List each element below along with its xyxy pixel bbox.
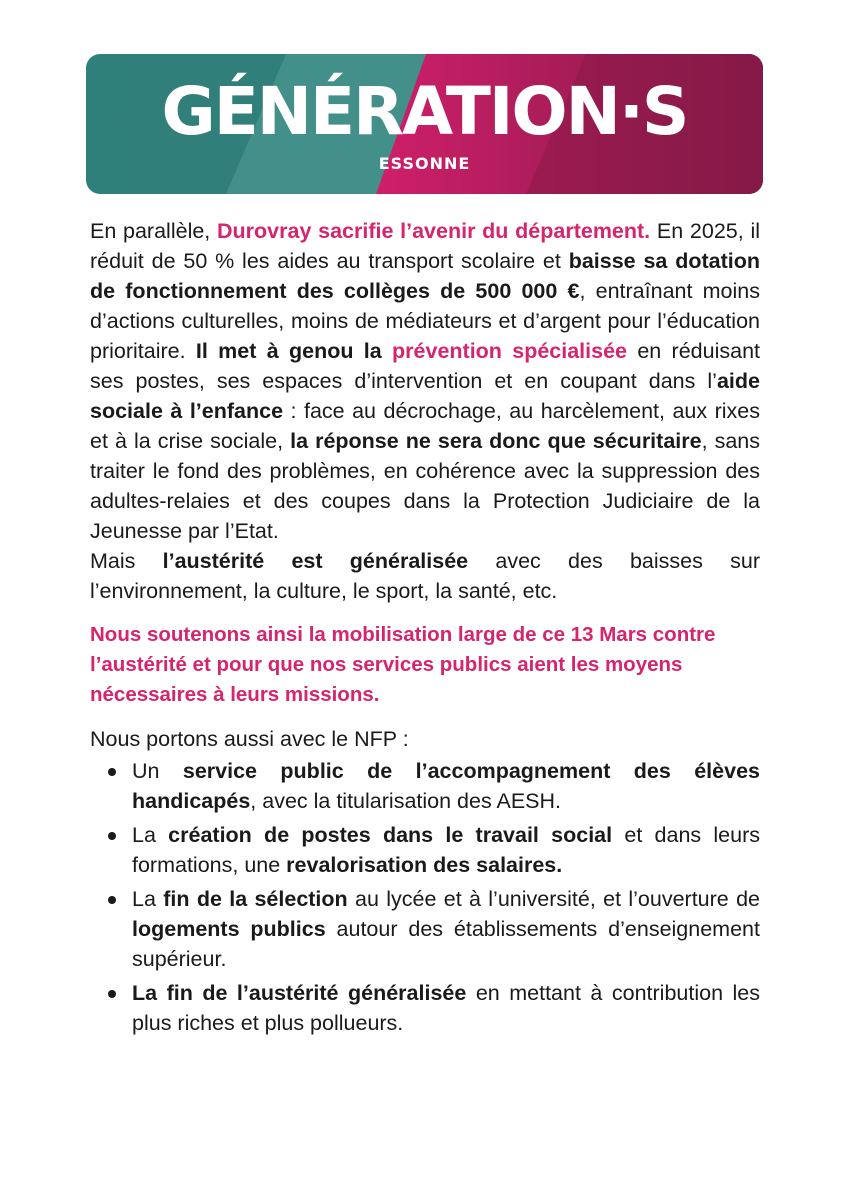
text-segment: autour des établissements d’enseignement supérieur. — [132, 917, 760, 971]
bold-text: la réponse ne sera donc que sécuritaire — [290, 429, 702, 453]
paragraph-budget-cuts — [90, 216, 760, 546]
bold-text: création de postes dans le travail social — [168, 823, 613, 847]
bold-text: revalorisation des salaires. — [286, 853, 563, 877]
brand-logo: GÉNÉRATION·S — [161, 73, 688, 150]
bold-text: aide sociale à l’enfance — [90, 369, 760, 423]
list-item — [90, 978, 760, 1038]
list-item — [90, 756, 760, 816]
bold-text: service public de l’accompagnement des élèves handicapés — [132, 759, 760, 813]
nfp-proposals-list — [90, 756, 760, 1038]
highlight-text: prévention spécialisée — [392, 339, 628, 363]
header-banner — [86, 54, 763, 194]
paragraph-austerity — [90, 546, 760, 606]
list-item — [90, 884, 760, 974]
bold-text: logements publics — [132, 917, 326, 941]
text-segment: et dans leurs formations, une — [132, 823, 761, 877]
bold-text: La fin de l’austérité généralisée — [132, 981, 467, 1005]
text-segment: Un — [132, 759, 183, 783]
bold-text: baisse sa dotation de fonctionnement des collèges de 500 000 € — [90, 249, 760, 303]
text-segment: En parallèle, — [90, 219, 217, 243]
text-segment: au lycée et à l’université, et l’ouverture de — [347, 887, 760, 911]
text-segment: en mettant à contribution les plus riches et plus pollueurs. — [132, 981, 761, 1035]
list-intro: Nous portons aussi avec le NFP : — [90, 727, 409, 751]
text-segment: La — [132, 887, 164, 911]
list-item — [90, 820, 760, 880]
text-segment: En 2025, il réduit de 50 % les aides au transport scolaire et — [90, 219, 760, 273]
brand-subtitle: ESSONNE — [378, 154, 471, 173]
text-segment: La — [132, 823, 169, 847]
text-segment: : face au décrochage, au harcèlement, aux rixes et à la crise sociale, — [90, 399, 760, 453]
bold-text: l’austérité est généralisée — [162, 549, 469, 573]
text-segment: , entraînant moins d’actions culturelles, moins de médiateurs et d’argent pour l’éducation prioritaire. — [90, 279, 760, 363]
text-segment: Mais — [90, 549, 163, 573]
highlight-text: Durovray sacrifie l’avenir du département. — [217, 219, 651, 243]
text-segment: en réduisant ses postes, ses espaces d’intervention et en coupant dans l’ — [90, 339, 761, 393]
document-body — [90, 216, 760, 1042]
text-segment: avec des baisses sur l’environnement, la culture, le sport, la santé, etc. — [90, 549, 760, 603]
mobilisation-statement: Nous soutenons ainsi la mobilisation large de ce 13 Mars contre l’austérité et pour que nos services publics aient les moyens nécessaires à leurs missions. — [90, 623, 716, 706]
text-segment: , sans traiter le fond des problèmes, en cohérence avec la suppression des adultes-relaies et des coupes dans la Protection Judiciaire de la Jeunesse par l’Etat. — [90, 429, 761, 543]
text-segment: , avec la titularisation des AESH. — [250, 789, 562, 813]
bold-text: fin de la sélection — [163, 887, 348, 911]
bold-text: Il met à genou la — [195, 339, 393, 363]
